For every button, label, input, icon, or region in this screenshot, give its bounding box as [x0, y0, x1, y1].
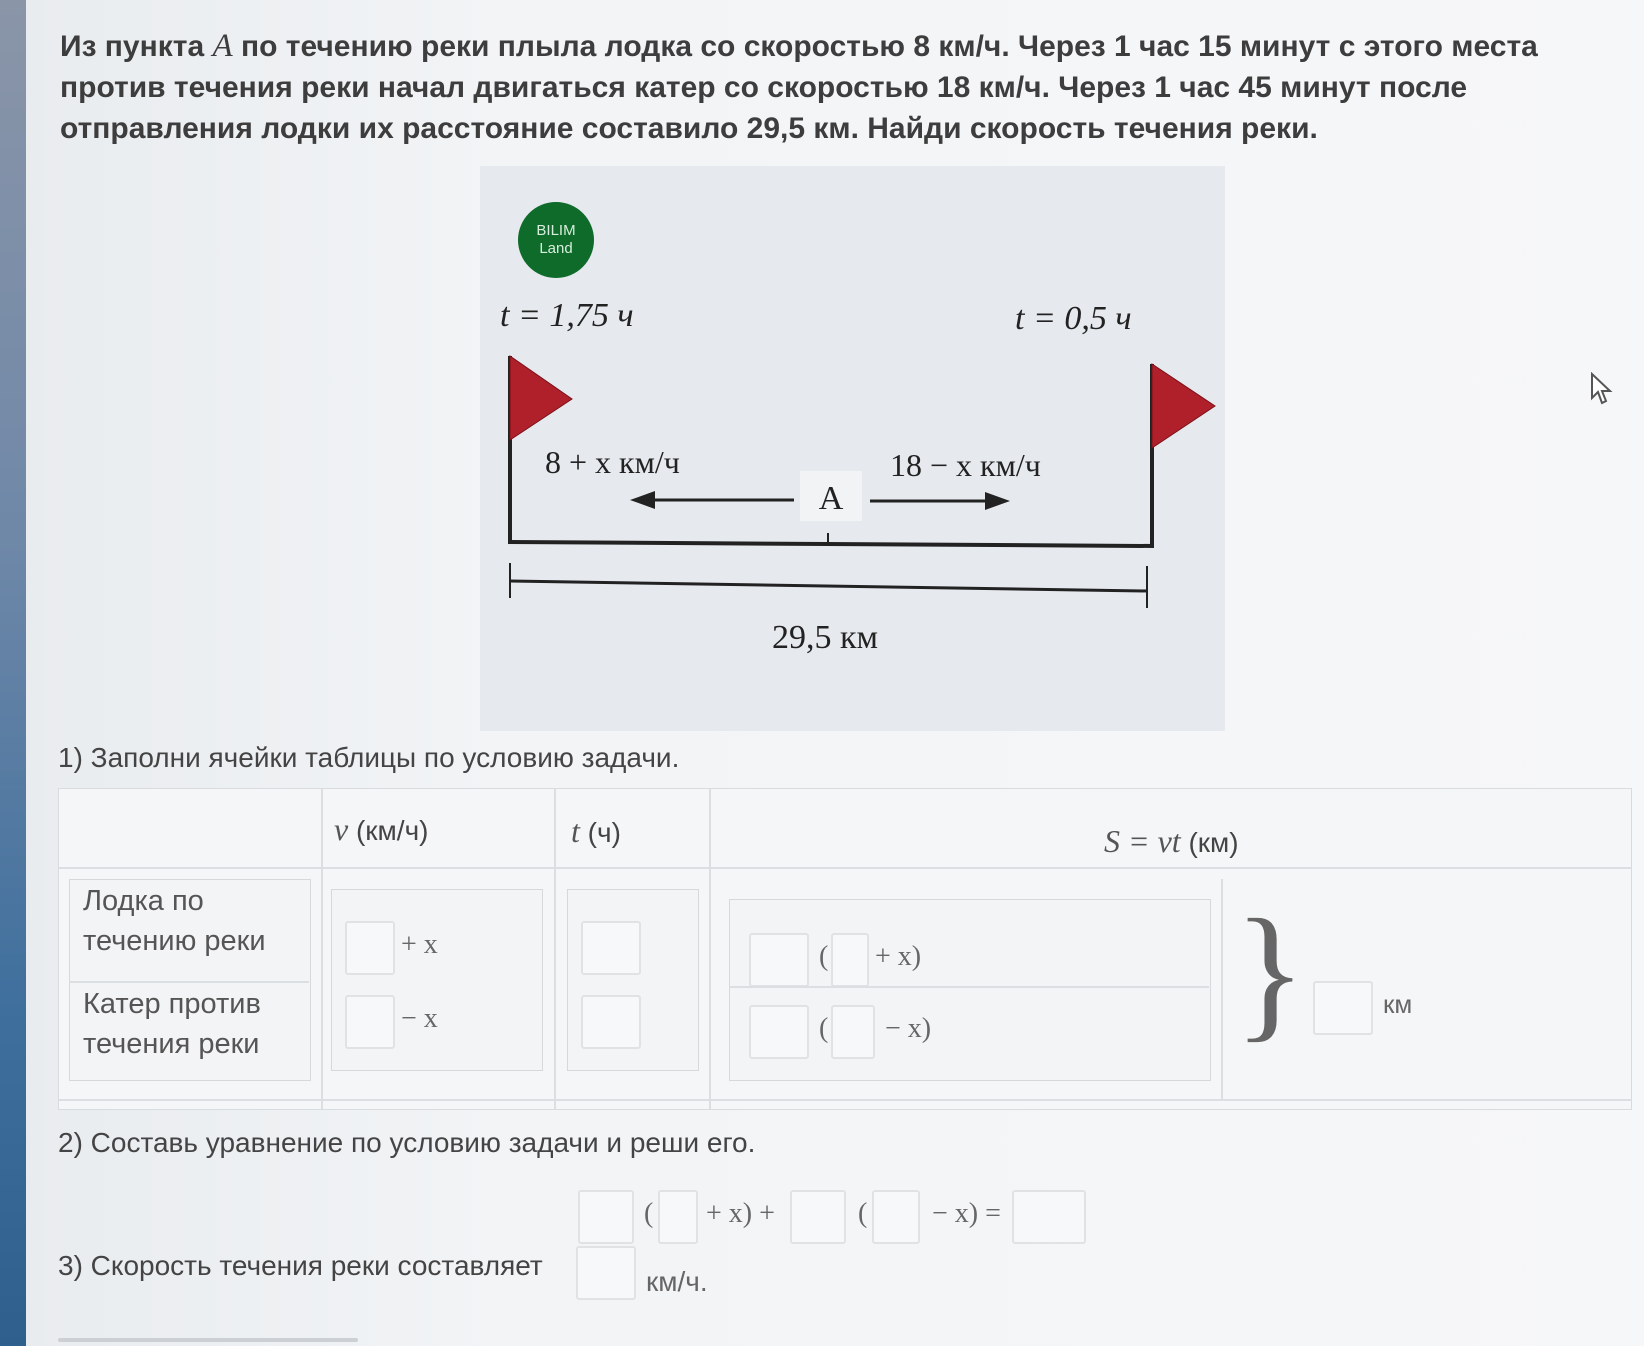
boat-speed-suffix: + x [401, 929, 438, 960]
point-a-label: A [818, 480, 844, 517]
col-divider-3 [709, 789, 711, 1109]
river-speed-unit: км/ч. [646, 1266, 708, 1297]
row1-label-line2: течению реки [83, 925, 266, 957]
launch-time-input[interactable] [581, 995, 641, 1049]
logo-text-line2: Land [539, 240, 573, 257]
time-var: t [571, 813, 580, 849]
step2-instruction: 2) Составь уравнение по условию задачи и реши его. [58, 1127, 756, 1158]
point-variable: A [212, 28, 233, 64]
boat-distance-open-paren: ( [819, 941, 829, 972]
launch-distance-multiplier-input[interactable] [749, 1005, 809, 1059]
col-divider-2 [554, 789, 556, 1109]
right-speed-label: 18 − x км/ч [890, 447, 1041, 483]
distance-label: 29,5 км [771, 619, 879, 656]
distance-row-divider [729, 986, 1209, 988]
screen-edge [0, 0, 26, 1346]
speed-unit: (км/ч) [348, 815, 429, 846]
river-speed-answer-input[interactable] [576, 1246, 636, 1300]
logo-text-line1: BILIM [536, 222, 576, 239]
launch-speed-input[interactable] [345, 995, 395, 1049]
step3-instruction [58, 1250, 543, 1282]
launch-distance-suffix: − x) [885, 1013, 932, 1044]
mouse-pointer-icon [1590, 372, 1614, 406]
problem-diagram [480, 166, 1225, 731]
problem-text-rest: по течению реки плыла лодка со скоростью 8 км/ч. Через 1 час 15 минут с этого места против течения реки начал двигаться катер со скоростью 18 км/ч. Через 1 час 45 минут после отправления лодки их расстояние составило 29,5 км. Найди скорость течения реки. [60, 30, 1538, 145]
header-distance [1104, 823, 1239, 860]
eq-middle-2: − x) = [932, 1198, 1001, 1229]
header-time [571, 813, 621, 850]
distance-unit: (км) [1180, 827, 1239, 858]
total-col-divider [1221, 879, 1223, 1099]
problem-statement [60, 26, 1620, 149]
row2-label-line1: Катер против [83, 988, 261, 1020]
scroll-indicator [58, 1338, 358, 1342]
row-label-divider [69, 981, 309, 983]
row1-label [83, 881, 266, 961]
answer-table [58, 788, 1632, 1110]
col-divider-1 [321, 789, 323, 1109]
boat-speed-input[interactable] [345, 921, 395, 975]
eq-open-paren-1: ( [644, 1198, 654, 1229]
eq-middle-1: + x) + [706, 1198, 775, 1229]
row1-label-line1: Лодка по [83, 885, 204, 917]
total-distance-unit: км [1383, 989, 1413, 1019]
distance-formula: S = vt [1104, 823, 1181, 859]
launch-distance-speed-input[interactable] [831, 1005, 875, 1059]
eq-launch-speed-input[interactable] [872, 1190, 920, 1244]
bilim-land-logo [518, 202, 594, 278]
right-time-label: t = 0,5 ч [1015, 300, 1132, 337]
launch-distance-open-paren: ( [819, 1013, 829, 1044]
problem-text-start: Из пункта [60, 30, 213, 63]
eq-result-input[interactable] [1012, 1190, 1086, 1244]
row2-label [83, 984, 261, 1064]
left-speed-label: 8 + x км/ч [545, 444, 680, 480]
time-unit: (ч) [579, 817, 621, 848]
boat-distance-speed-input[interactable] [831, 933, 869, 987]
speed-var: v [334, 811, 349, 847]
boat-distance-suffix: + x) [875, 941, 922, 972]
launch-speed-suffix: − x [401, 1003, 438, 1034]
boat-time-input[interactable] [581, 921, 641, 975]
header-divider [59, 867, 1631, 869]
left-time-label: t = 1,75 ч [500, 297, 634, 334]
boat-distance-multiplier-input[interactable] [749, 933, 809, 987]
row2-label-line2: течения реки [83, 1028, 260, 1060]
bottom-divider [59, 1099, 1631, 1101]
eq-boat-time-input[interactable] [578, 1190, 634, 1244]
step1-instruction: 1) Заполни ячейки таблицы по условию задачи. [58, 742, 680, 773]
eq-boat-speed-input[interactable] [658, 1190, 698, 1244]
header-speed [334, 811, 429, 848]
eq-launch-time-input[interactable] [790, 1190, 846, 1244]
eq-open-paren-2: ( [858, 1198, 868, 1229]
total-distance-input[interactable] [1313, 981, 1373, 1035]
step3-text: 3) Скорость течения реки составляет [58, 1250, 543, 1281]
right-brace: } [1234, 889, 1306, 1055]
